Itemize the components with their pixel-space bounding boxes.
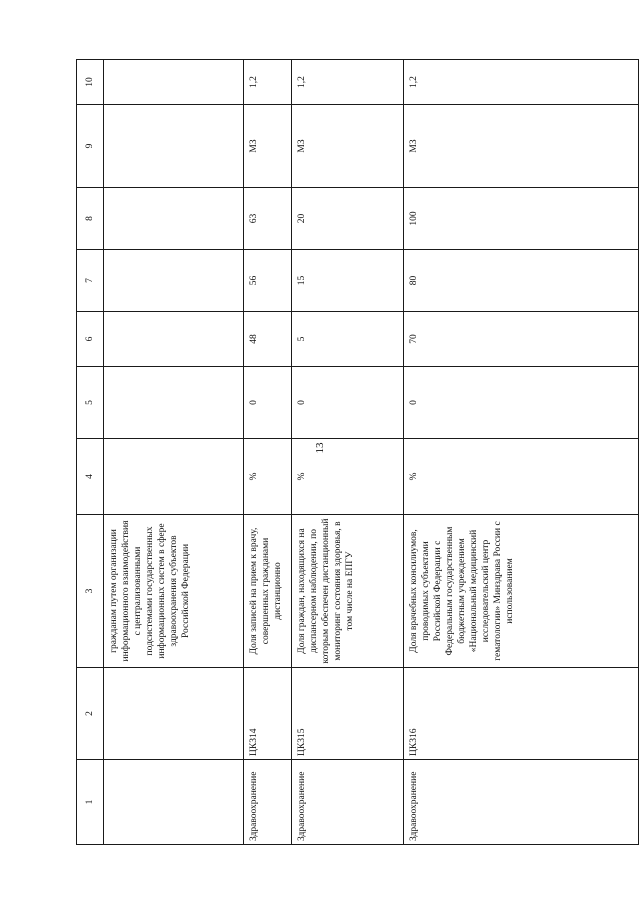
header-cell: 2 [77,668,104,760]
header-cell: 7 [77,250,104,312]
value-cell: 20 [292,188,404,250]
agency-cell: МЗ [244,105,292,188]
sector-cell [104,760,244,845]
sector-cell: Здравоохранение [404,760,639,845]
table-row [292,60,404,845]
agency-cell: МЗ [292,105,404,188]
unit-cell [104,439,244,515]
value-cell: 63 [244,188,292,250]
data-table [76,59,639,845]
value-cell: 0 [244,367,292,439]
header-cell: 10 [77,60,104,105]
indicator-cell: Доля врачебных консилиумов, проводимых субъектами Российской Федерации с Федеральным государственным бюджетным учреждением «Национальный медицинский исследовательский центр гематологии» Минздрава России с использованием [404,515,639,668]
reference-cell: 1,2 [404,60,639,105]
unit-cell: % [404,439,639,515]
unit-cell: % [244,439,292,515]
value-cell [104,250,244,312]
header-cell: 1 [77,760,104,845]
value-cell [104,312,244,367]
value-cell: 56 [244,250,292,312]
code-cell [104,668,244,760]
table-row [104,60,244,845]
header-row [77,60,104,845]
value-cell [104,367,244,439]
code-cell: ЦК315 [292,668,404,760]
indicator-cell: Доля граждан, находящихся на диспансерном наблюдении, по которым обеспечен дистанционный мониторинг состояния здоровья, в том числе на ЕПГУ [292,515,404,668]
value-cell: 0 [404,367,639,439]
reference-cell: 1,2 [292,60,404,105]
header-cell: 6 [77,312,104,367]
value-cell: 48 [244,312,292,367]
agency-cell [104,105,244,188]
value-cell: 100 [404,188,639,250]
table-row [404,60,639,845]
page-number: 13 [314,442,326,454]
value-cell [104,188,244,250]
header-cell: 3 [77,515,104,668]
header-cell: 9 [77,105,104,188]
value-cell: 5 [292,312,404,367]
indicator-cell: Доля записей на прием к врачу, совершенных гражданами дистанционно [244,515,292,668]
reference-cell [104,60,244,105]
header-cell: 5 [77,367,104,439]
value-cell: 0 [292,367,404,439]
reference-cell: 1,2 [244,60,292,105]
code-cell: ЦК316 [404,668,639,760]
table-row [244,60,292,845]
value-cell: 15 [292,250,404,312]
unit-cell: % [292,439,404,515]
header-cell: 4 [77,439,104,515]
indicator-cell: гражданам путем организации информационного взаимодействия с централизованными подсистемами государственных информационных систем в сфере здравоохранения субъектов Российской Федерации [104,515,244,668]
value-cell: 80 [404,250,639,312]
agency-cell: МЗ [404,105,639,188]
sector-cell: Здравоохранение [244,760,292,845]
value-cell: 70 [404,312,639,367]
code-cell: ЦК314 [244,668,292,760]
header-cell: 8 [77,188,104,250]
rotated-table-wrapper [76,60,631,845]
sector-cell: Здравоохранение [292,760,404,845]
